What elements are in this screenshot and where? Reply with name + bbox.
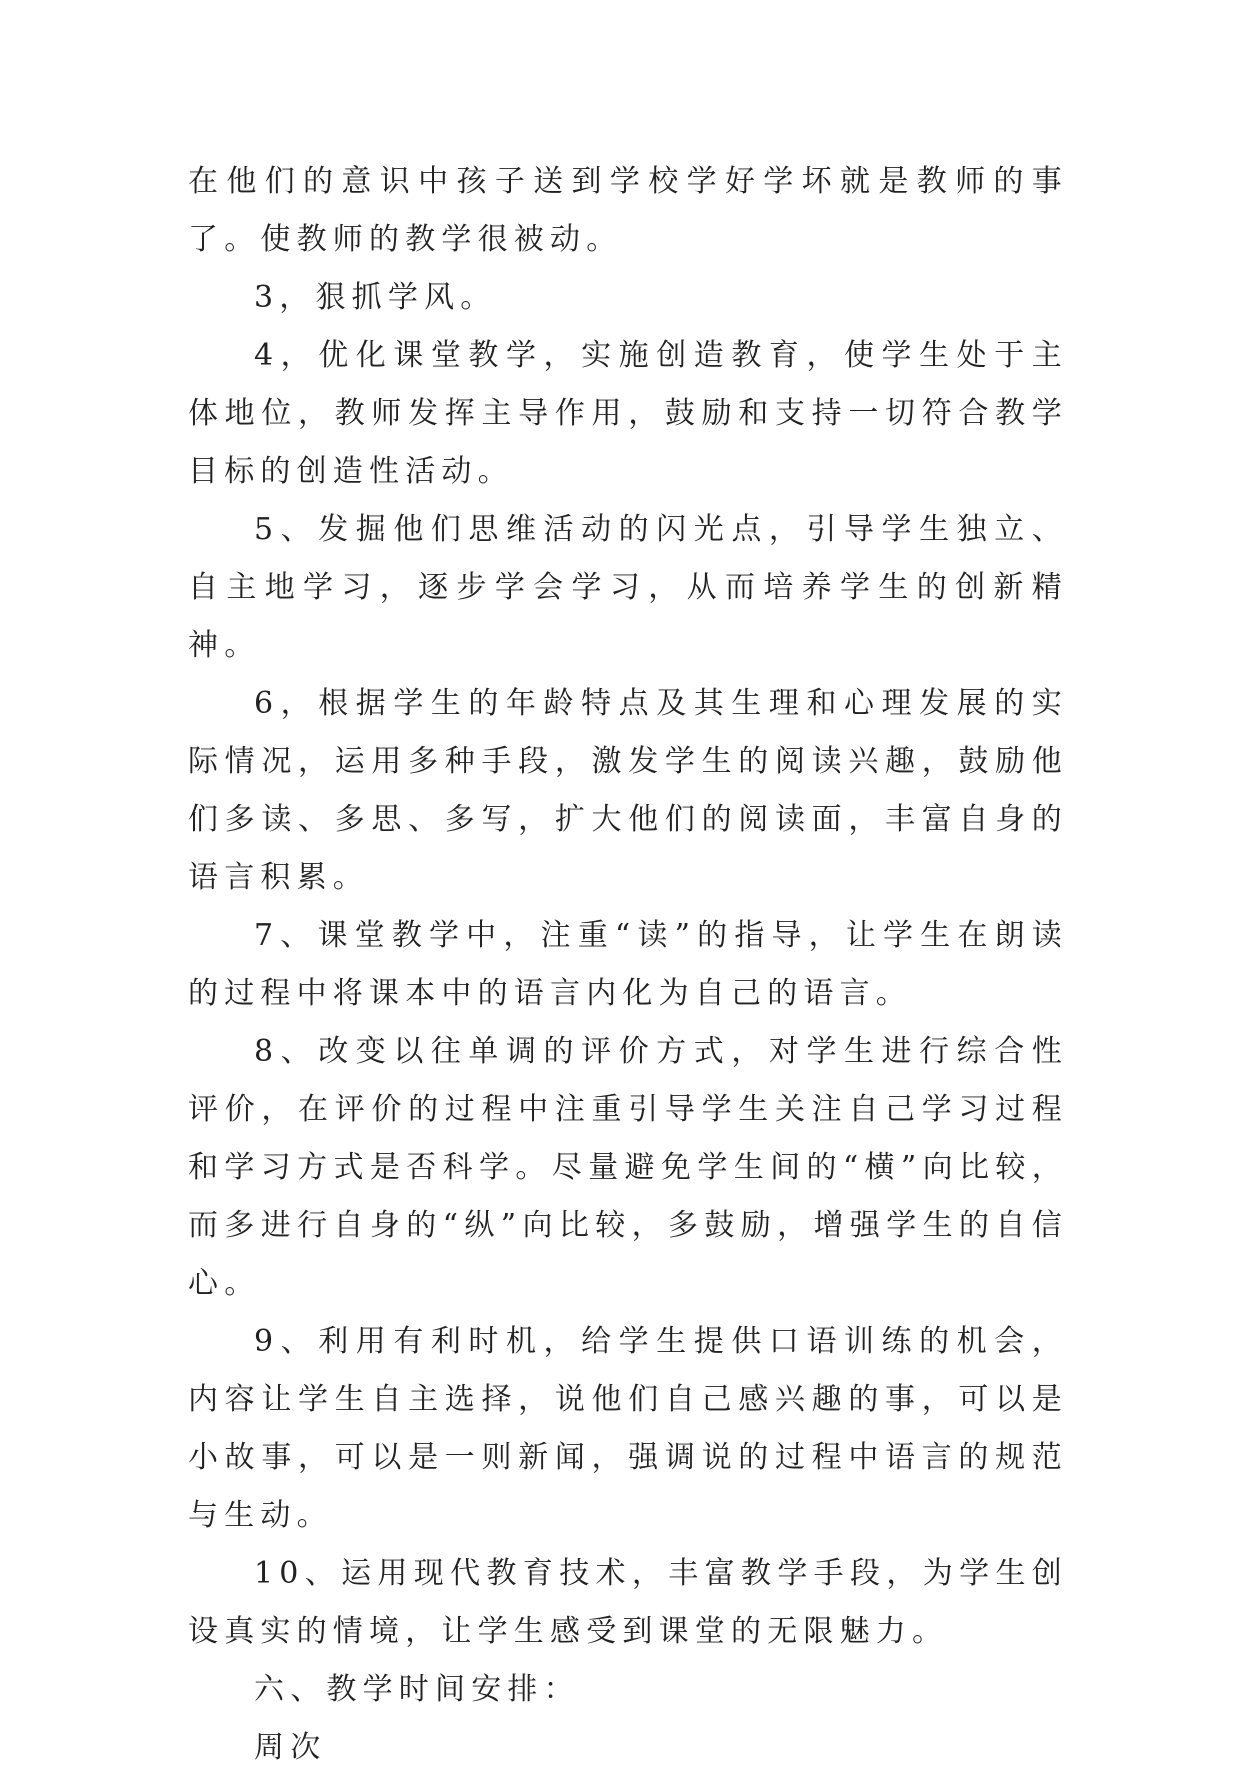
paragraph-item-8: 8、改变以往单调的评价方式，对学生进行综合性评价，在评价的过程中注重引导学生关注自己学习过程和学习方式是否科学。尽量避免学生间的“横”向比较，而多进行自身的“纵”向比较，多鼓励，增强学生的自信心。 (188, 1034, 1068, 1301)
section-heading-schedule: 六、教学时间安排： (254, 1672, 580, 1707)
paragraph-item-4: 4，优化课堂教学，实施创造教育，使学生处于主体地位，教师发挥主导作用，鼓励和支持一切符合教学目标的创造性活动。 (188, 338, 1068, 489)
paragraph-item-3: 3，狠抓学风。 (254, 280, 497, 315)
table-label-week: 周次 (254, 1730, 327, 1765)
paragraph-item-10: 10、运用现代教育技术，丰富教学手段，为学生创设真实的情境，让学生感受到课堂的无限魅力。 (188, 1556, 1068, 1649)
document-body (188, 153, 1068, 1777)
paragraph-item-9: 9、利用有利时机，给学生提供口语训练的机会，内容让学生自主选择，说他们自己感兴趣的事，可以是小故事，可以是一则新闻，强调说的过程中语言的规范与生动。 (188, 1324, 1068, 1533)
paragraph-item-5: 5、发掘他们思维活动的闪光点，引导学生独立、自主地学习，逐步学会学习，从而培养学生的创新精神。 (188, 512, 1068, 663)
paragraph-item-6: 6，根据学生的年龄特点及其生理和心理发展的实际情况，运用多种手段，激发学生的阅读兴趣，鼓励他们多读、多思、多写，扩大他们的阅读面，丰富自身的语言积累。 (188, 686, 1068, 895)
paragraph-item-7: 7、课堂教学中，注重“读”的指导，让学生在朗读的过程中将课本中的语言内化为自己的语言。 (188, 918, 1068, 1011)
paragraph-continuation: 在他们的意识中孩子送到学校学好学坏就是教师的事了。使教师的教学很被动。 (188, 164, 1068, 257)
